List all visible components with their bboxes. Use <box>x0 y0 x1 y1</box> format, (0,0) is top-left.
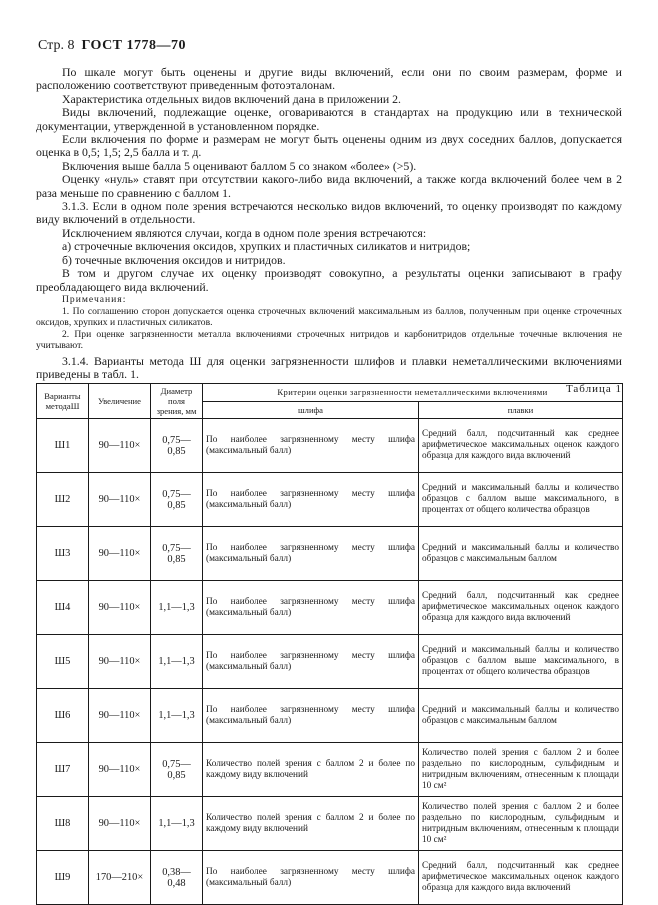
cell-variant: Ш4 <box>37 581 89 635</box>
cell-diameter: 1,1—1,3 <box>151 635 203 689</box>
cell-diameter: 1,1—1,3 <box>151 581 203 635</box>
table-caption: Таблица 1 <box>565 382 622 395</box>
header-criteria: Критерии оценки загрязненности неметаллическими включениями <box>203 384 623 402</box>
paragraph: 3.1.3. Если в одном поле зрения встречаются несколько видов включений, то оценку производят по каждому виду включений в отдельности. <box>36 199 622 227</box>
cell-magnification: 90—110× <box>89 689 151 743</box>
cell-variant: Ш8 <box>37 797 89 851</box>
cell-section: По наиболее загрязненному месту шлифа (максимальный балл) <box>203 419 419 473</box>
cell-diameter: 0,75—0,85 <box>151 527 203 581</box>
cell-section: По наиболее загрязненному месту шлифа (максимальный балл) <box>203 689 419 743</box>
paragraph: Характеристика отдельных видов включений дана в приложении 2. <box>62 91 401 106</box>
cell-magnification: 170—210× <box>89 851 151 905</box>
cell-magnification: 90—110× <box>89 797 151 851</box>
cell-variant: Ш3 <box>37 527 89 581</box>
table-row <box>37 527 623 581</box>
table-row <box>37 473 623 527</box>
cell-magnification: 90—110× <box>89 581 151 635</box>
table-row <box>37 581 623 635</box>
cell-melt: Количество полей зрения с баллом 2 и более раздельно по кислородным, сульфидным и нитридным включениям, отнесенным к площади 10 см² <box>419 797 623 851</box>
list-item: а) строчечные включения оксидов, хрупких и пластичных силикатов и нитридов; <box>62 239 471 254</box>
cell-melt: Средний и максимальный баллы и количество образцов с максимальным баллом <box>419 527 623 581</box>
list-item: б) точечные включения оксидов и нитридов. <box>62 252 286 267</box>
cell-melt: Средний балл, подсчитанный как среднее арифметическое максимальных оценок каждого образца для каждого вида включений <box>419 581 623 635</box>
cell-magnification: 90—110× <box>89 635 151 689</box>
notes-title: Примечания: <box>62 293 127 305</box>
header-melt: плавки <box>419 401 623 419</box>
doc-code: ГОСТ 1778—70 <box>81 38 187 53</box>
cell-melt: Средний балл, подсчитанный как среднее арифметическое максимальных оценок каждого образца для каждого вида включений <box>419 851 623 905</box>
page-number: Стр. 8 <box>38 38 75 53</box>
paragraph: Оценку «нуль» ставят при отсутствии какого-либо вида включений, а также когда включений более чем в 2 раза меньше по сравнению с баллом 1. <box>36 172 622 200</box>
paragraph: Если включения по форме и размерам не могут быть оценены одним из двух соседних баллов, допускается оценка в 0,5; 1,5; 2,5 балла и т. д. <box>36 132 622 160</box>
paragraph: Исключением являются случаи, когда в одном поле зрения встречаются: <box>62 225 427 240</box>
cell-melt: Средний и максимальный баллы и количество образцов с максимальным баллом <box>419 689 623 743</box>
header-magnification: Увеличение <box>89 384 151 419</box>
cell-diameter: 0,75—0,85 <box>151 419 203 473</box>
cell-magnification: 90—110× <box>89 473 151 527</box>
cell-melt: Средний и максимальный баллы и количество образцов с баллом выше максимального, в процентах от общего количества образцов <box>419 635 623 689</box>
table-row <box>37 851 623 905</box>
table-row <box>37 743 623 797</box>
cell-variant: Ш5 <box>37 635 89 689</box>
note-item: 1. По соглашению сторон допускается оценка строчечных включений максимальным из баллов, полученным при оценке строчечных оксидов, хрупких и пластичных силикатов. <box>36 305 622 329</box>
header-variant: Варианты методаШ <box>37 384 89 419</box>
body-text <box>36 66 622 396</box>
cell-variant: Ш7 <box>37 743 89 797</box>
header-diameter: Диаметр поля зрения, мм <box>151 384 203 419</box>
cell-variant: Ш9 <box>37 851 89 905</box>
cell-diameter: 0,75—0,85 <box>151 743 203 797</box>
table-row <box>37 689 623 743</box>
cell-magnification: 90—110× <box>89 419 151 473</box>
table-row <box>37 419 623 473</box>
cell-variant: Ш2 <box>37 473 89 527</box>
paragraph: Виды включений, подлежащие оценке, оговариваются в стандартах на продукцию или в технической документации, утвержденной в установленном порядке. <box>36 105 622 133</box>
table-1 <box>36 383 623 905</box>
page-header <box>38 38 186 54</box>
cell-section: По наиболее загрязненному месту шлифа (максимальный балл) <box>203 851 419 905</box>
cell-section: По наиболее загрязненному месту шлифа (максимальный балл) <box>203 473 419 527</box>
paragraph: По шкале могут быть оценены и другие виды включений, если они по своим размерам, форме и расположению соответствуют приведенным фотоэталонам. <box>36 65 622 93</box>
table-row <box>37 797 623 851</box>
note-item: 2. При оценке загрязненности металла включениями строчечных нитридов и карбонитридов отдельные точечные включения не учитывают. <box>36 328 622 352</box>
cell-magnification: 90—110× <box>89 527 151 581</box>
cell-melt: Средний и максимальный баллы и количество образцов с баллом выше максимального, в процентах от общего количества образцов <box>419 473 623 527</box>
table-row <box>37 635 623 689</box>
cell-melt: Количество полей зрения с баллом 2 и более раздельно по кислородным, сульфидным и нитридным включениям, отнесенным к площади 10 см² <box>419 743 623 797</box>
paragraph: Включения выше балла 5 оценивают баллом 5 со знаком «более» (>5). <box>62 158 417 173</box>
cell-magnification: 90—110× <box>89 743 151 797</box>
cell-variant: Ш6 <box>37 689 89 743</box>
cell-section: Количество полей зрения с баллом 2 и более по каждому виду включений <box>203 743 419 797</box>
cell-section: Количество полей зрения с баллом 2 и более по каждому виду включений <box>203 797 419 851</box>
cell-section: По наиболее загрязненному месту шлифа (максимальный балл) <box>203 581 419 635</box>
cell-variant: Ш1 <box>37 419 89 473</box>
cell-diameter: 1,1—1,3 <box>151 689 203 743</box>
cell-section: По наиболее загрязненному месту шлифа (максимальный балл) <box>203 635 419 689</box>
cell-diameter: 0,38—0,48 <box>151 851 203 905</box>
cell-diameter: 1,1—1,3 <box>151 797 203 851</box>
cell-section: По наиболее загрязненному месту шлифа (максимальный балл) <box>203 527 419 581</box>
header-section: шлифа <box>203 401 419 419</box>
paragraph: В том и другом случае их оценку производят совокупно, а результаты оценки записывают в графу преобладающего вида включений. <box>36 266 622 294</box>
section-3-1-4: 3.1.4. Варианты метода Ш для оценки загрязненности шлифов и плавки неметаллическими включениями приведены в табл. 1. <box>36 353 622 382</box>
cell-diameter: 0,75—0,85 <box>151 473 203 527</box>
notes-block <box>36 294 622 352</box>
cell-melt: Средний балл, подсчитанный как среднее арифметическое максимальных оценок каждого образца для каждого вида включений <box>419 419 623 473</box>
